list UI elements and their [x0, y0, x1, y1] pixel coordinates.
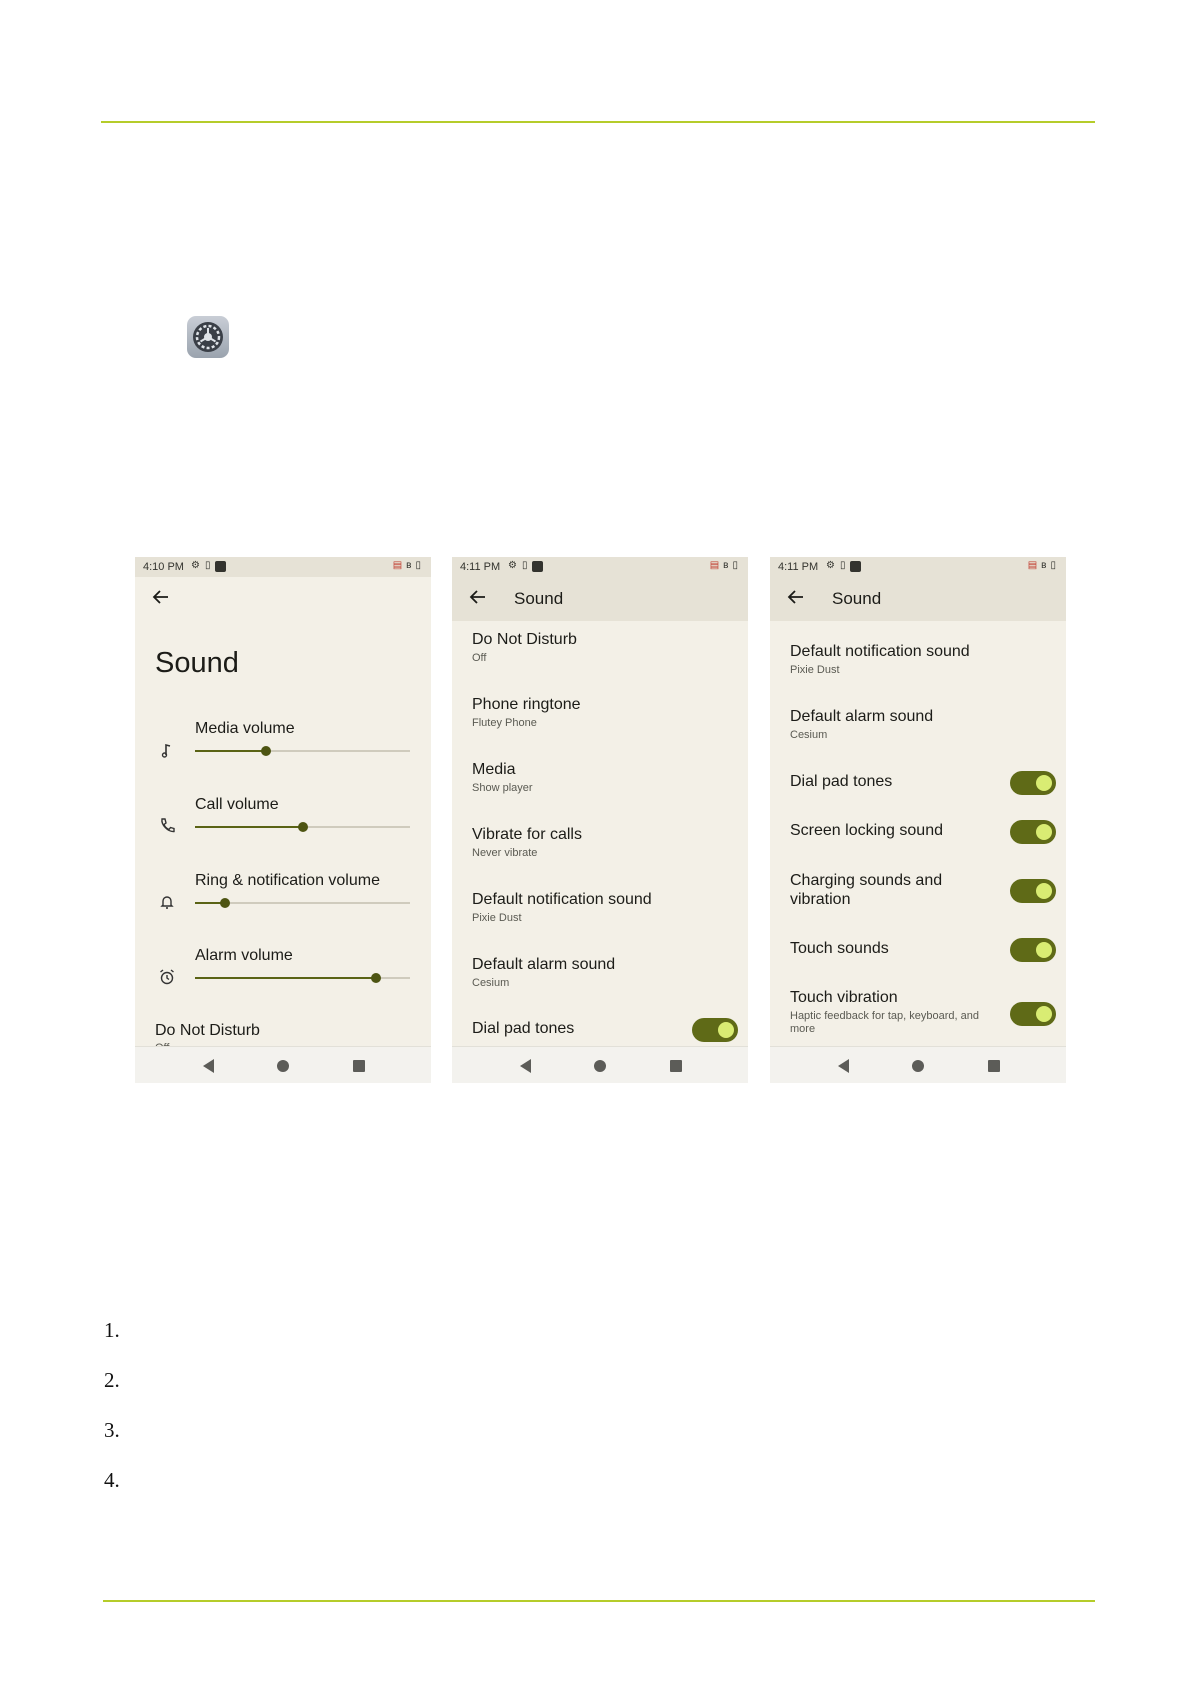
list-number-1: 1.	[104, 1318, 120, 1342]
nav-home-icon[interactable]	[912, 1060, 924, 1072]
slider-thumb[interactable]	[298, 822, 308, 832]
dial-pad-tones-toggle[interactable]	[1010, 771, 1056, 795]
item-subtitle: Cesium	[790, 729, 828, 741]
music-note-icon	[157, 740, 177, 760]
sim-icon: ▯	[521, 560, 528, 571]
bell-icon	[157, 892, 177, 912]
touch-sounds-toggle[interactable]	[1010, 938, 1056, 962]
nav-home-icon[interactable]	[277, 1060, 289, 1072]
item-subtitle: Flutey Phone	[472, 717, 537, 729]
battery-icon: ▯	[732, 560, 738, 571]
slider-fill	[195, 750, 266, 752]
list-number-4: 4.	[104, 1468, 120, 1492]
screen-locking-sound-toggle[interactable]	[1010, 820, 1056, 844]
no-signal-icon: ▤	[1027, 560, 1038, 571]
list-number-2: 2.	[104, 1368, 120, 1392]
dial-pad-tones-toggle[interactable]	[692, 1018, 738, 1042]
no-signal-icon: ▤	[392, 560, 403, 571]
status-bar	[135, 557, 431, 577]
item-subtitle: Cesium	[472, 977, 510, 989]
item-subtitle: Pixie Dust	[472, 912, 522, 924]
header-rule	[101, 121, 1095, 123]
touch-vibration-toggle[interactable]	[1010, 1002, 1056, 1026]
phone-screen-sound-list	[452, 557, 748, 1083]
top-app-bar	[770, 577, 1066, 621]
item-title: Screen locking sound	[790, 822, 943, 839]
item-title: Touch sounds	[790, 940, 889, 957]
battery-icon: ▯	[415, 560, 421, 571]
top-app-bar	[135, 577, 431, 621]
nav-recents-icon[interactable]	[670, 1060, 682, 1072]
phone-icon	[157, 816, 177, 836]
item-title: Media	[472, 761, 516, 778]
gear-icon: ⚙	[826, 560, 835, 571]
item-title: Phone ringtone	[472, 696, 581, 713]
slider-fill	[195, 977, 376, 979]
item-title: Default alarm sound	[472, 956, 616, 973]
item-subtitle: Pixie Dust	[790, 664, 840, 676]
charging-sounds-toggle[interactable]	[1010, 879, 1056, 903]
top-bar-title: Sound	[514, 589, 564, 608]
navigation-bar	[135, 1046, 431, 1083]
item-subtitle: Never vibrate	[472, 847, 538, 859]
slider-thumb[interactable]	[261, 746, 271, 756]
top-app-bar	[452, 577, 748, 621]
alarm-volume-label: Alarm volume	[195, 947, 293, 964]
top-bar-title: Sound	[832, 589, 882, 608]
alarm-volume-slider[interactable]	[195, 977, 410, 979]
bluetooth-icon: ʙ	[406, 560, 412, 571]
navigation-bar	[770, 1046, 1066, 1083]
battery-icon: ▯	[1050, 560, 1056, 571]
status-bar	[452, 557, 748, 577]
phone-screen-sound-toggles	[770, 557, 1066, 1083]
back-arrow-icon[interactable]	[786, 587, 806, 607]
bluetooth-icon: ʙ	[723, 560, 729, 571]
item-title: Vibrate for calls	[472, 826, 582, 843]
slider-thumb[interactable]	[220, 898, 230, 908]
media-volume-label: Media volume	[195, 720, 295, 737]
notification-square-icon	[850, 561, 861, 572]
notification-square-icon	[215, 561, 226, 572]
back-arrow-icon[interactable]	[151, 587, 171, 607]
item-title: Default alarm sound	[790, 708, 934, 725]
call-volume-slider[interactable]	[195, 826, 410, 828]
status-time: 4:11 PM	[460, 561, 501, 573]
phone-screen-sound-volumes	[135, 557, 431, 1083]
nav-back-icon[interactable]	[203, 1059, 214, 1073]
list-number-3: 3.	[104, 1418, 120, 1442]
status-time: 4:10 PM	[143, 561, 184, 573]
sim-icon: ▯	[204, 560, 211, 571]
back-arrow-icon[interactable]	[468, 587, 488, 607]
ring-notification-volume-slider[interactable]	[195, 902, 410, 904]
alarm-clock-icon	[157, 967, 177, 987]
nav-back-icon[interactable]	[838, 1059, 849, 1073]
nav-recents-icon[interactable]	[353, 1060, 365, 1072]
nav-recents-icon[interactable]	[988, 1060, 1000, 1072]
ring-notification-volume-label: Ring & notification volume	[195, 872, 380, 889]
navigation-bar	[452, 1046, 748, 1083]
status-time: 4:11 PM	[778, 561, 819, 573]
sim-icon: ▯	[839, 560, 846, 571]
bluetooth-icon: ʙ	[1041, 560, 1047, 571]
notification-square-icon	[532, 561, 543, 572]
slider-fill	[195, 826, 303, 828]
no-signal-icon: ▤	[709, 560, 720, 571]
call-volume-row	[135, 796, 431, 866]
nav-home-icon[interactable]	[594, 1060, 606, 1072]
gear-icon: ⚙	[191, 560, 200, 571]
item-subtitle: Off	[472, 652, 487, 664]
item-title: Dial pad tones	[472, 1020, 575, 1037]
item-title: Dial pad tones	[790, 773, 893, 790]
item-title: Do Not Disturb	[472, 631, 577, 648]
item-subtitle: Show player	[472, 782, 533, 794]
item-title: Charging sounds and vibration	[790, 872, 943, 908]
alarm-volume-row	[135, 947, 431, 1017]
item-title: Default notification sound	[790, 643, 970, 660]
item-title: Touch vibration	[790, 989, 898, 1006]
footer-rule	[103, 1600, 1095, 1602]
settings-app-icon	[187, 316, 229, 358]
ring-notification-volume-row	[135, 872, 431, 942]
item-subtitle: Haptic feedback for tap, keyboard, and more	[790, 1010, 979, 1035]
item-title: Default notification sound	[472, 891, 652, 908]
item-title: Do Not Disturb	[155, 1022, 260, 1039]
page-title: Sound	[155, 647, 239, 679]
call-volume-label: Call volume	[195, 796, 279, 813]
nav-back-icon[interactable]	[520, 1059, 531, 1073]
media-volume-row	[135, 720, 431, 790]
media-volume-slider[interactable]	[195, 750, 410, 752]
slider-thumb[interactable]	[371, 973, 381, 983]
gear-icon: ⚙	[508, 560, 517, 571]
status-bar	[770, 557, 1066, 577]
